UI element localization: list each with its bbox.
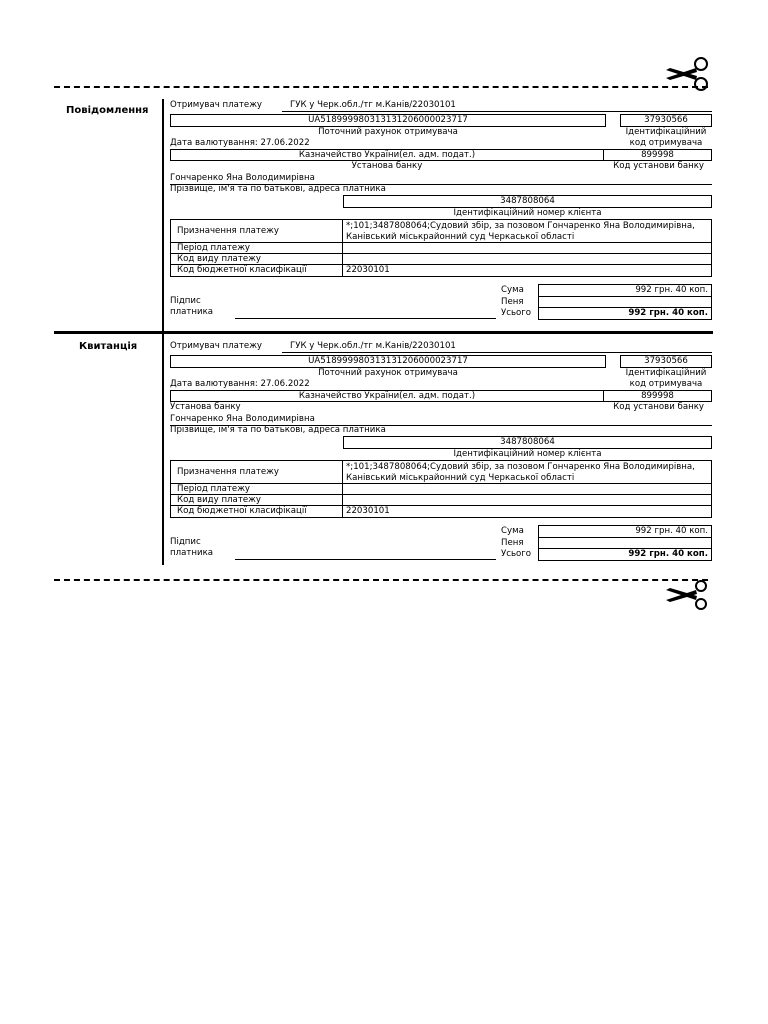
purpose-line-1: *;101;3487808064;Судовий збір, за позовом Гончаренко Яна Володимирівна, — [346, 462, 695, 472]
recipient-underline — [282, 352, 712, 353]
purpose-line-2: Канівський міськрайонний суд Черкаської області — [346, 232, 575, 242]
bank-code-box — [603, 390, 712, 402]
kind-label: Код виду платежу — [171, 254, 342, 265]
budget-label: Код бюджетної класифікації — [177, 265, 307, 275]
bank-value: Казначейство України(ел. адм. подат.) — [298, 391, 476, 401]
purpose-line-2: Канівський міськрайонний суд Черкаської області — [346, 473, 575, 483]
amount-table — [538, 284, 712, 320]
account-label: Поточний рахунок отримувача — [318, 127, 458, 137]
period-label: Період платежу — [171, 243, 342, 254]
scissors-icon — [664, 580, 712, 612]
purpose-value — [342, 461, 711, 484]
bank-code-label: Код установи банку — [613, 161, 704, 171]
client-id-value: 3487808064 — [500, 437, 555, 447]
payer-label: Прізвище, ім'я та по батькові, адреса платника — [170, 184, 386, 194]
details-table — [170, 460, 712, 518]
client-id-label: Ідентифікаційний номер клієнта — [453, 449, 602, 459]
sum-value: 992 грн. 40 коп. — [539, 285, 711, 297]
scissors-icon — [664, 56, 712, 92]
payer-name: Гончаренко Яна Володимирівна — [170, 414, 315, 424]
recipient-underline — [282, 111, 712, 112]
total-label: Усього — [501, 308, 532, 318]
period-value — [342, 243, 711, 254]
bank-code-value: 899998 — [641, 150, 674, 160]
recipient-value: ГУК у Черк.обл./тг м.Канів/22030101 — [290, 100, 456, 110]
budget-value: 22030101 — [346, 265, 390, 275]
client-id-value: 3487808064 — [500, 196, 555, 206]
total-value: 992 грн. 40 коп. — [628, 308, 708, 318]
account-label: Поточний рахунок отримувача — [318, 368, 458, 378]
recipient-code-label-1: Ідентифікаційний — [625, 127, 707, 137]
signature-label-1: Підпис — [170, 296, 201, 306]
bank-code-box — [603, 149, 712, 161]
recipient-value: ГУК у Черк.обл./тг м.Канів/22030101 — [290, 341, 456, 351]
bank-value: Казначейство України(ел. адм. подат.) — [298, 150, 476, 160]
recipient-code-box — [620, 114, 712, 127]
value-date: Дата валютування: 27.06.2022 — [170, 379, 310, 389]
bank-label: Установа банку — [351, 161, 423, 171]
bank-code-value: 899998 — [641, 391, 674, 401]
signature-label-1: Підпис — [170, 537, 201, 547]
total-label: Усього — [501, 549, 532, 559]
bottom-cut-line — [54, 579, 708, 581]
payer-label: Прізвище, ім'я та по батькові, адреса платника — [170, 425, 386, 435]
client-id-box — [343, 195, 712, 208]
recipient-code-label-1: Ідентифікаційний — [625, 368, 707, 378]
purpose-label: Призначення платежу — [171, 461, 342, 484]
value-date: Дата валютування: 27.06.2022 — [170, 138, 310, 148]
bank-code-label: Код установи банку — [613, 402, 704, 412]
budget-value: 22030101 — [346, 506, 390, 516]
recipient-label: Отримувач платежу — [170, 100, 263, 110]
penalty-label: Пеня — [501, 297, 524, 307]
top-cut-line — [54, 86, 708, 88]
sum-label: Сума — [501, 285, 524, 295]
total-value: 992 грн. 40 коп. — [628, 549, 708, 559]
details-table — [170, 219, 712, 277]
purpose-label: Призначення платежу — [171, 220, 342, 243]
signature-label-2: платника — [170, 548, 214, 558]
penalty-value — [539, 538, 711, 549]
recipient-code-value: 37930566 — [644, 115, 688, 125]
period-label: Період платежу — [171, 484, 342, 495]
signature-line — [235, 318, 496, 319]
kind-value — [342, 495, 711, 506]
section-title: Повідомлення — [66, 105, 149, 116]
section-title: Квитанція — [79, 341, 138, 352]
budget-label: Код бюджетної класифікації — [177, 506, 307, 516]
sum-value: 992 грн. 40 коп. — [539, 526, 711, 538]
bank-box — [170, 390, 604, 402]
account-box — [170, 355, 606, 368]
account-value: UA518999980313131206000023717 — [308, 115, 468, 125]
client-id-box — [343, 436, 712, 449]
client-id-label: Ідентифікаційний номер клієнта — [453, 208, 602, 218]
section-divider — [54, 331, 713, 334]
recipient-code-value: 37930566 — [644, 356, 688, 366]
account-value: UA518999980313131206000023717 — [308, 356, 468, 366]
sum-label: Сума — [501, 526, 524, 536]
amount-table — [538, 525, 712, 561]
recipient-code-label-2: код отримувача — [629, 138, 703, 148]
recipient-code-box — [620, 355, 712, 368]
penalty-value — [539, 297, 711, 308]
purpose-line-1: *;101;3487808064;Судовий збір, за позовом Гончаренко Яна Володимирівна, — [346, 221, 695, 231]
signature-line — [235, 559, 496, 560]
recipient-code-label-2: код отримувача — [629, 379, 703, 389]
period-value — [342, 484, 711, 495]
penalty-label: Пеня — [501, 538, 524, 548]
bank-label: Установа банку — [170, 402, 241, 412]
payer-name: Гончаренко Яна Володимирівна — [170, 173, 315, 183]
kind-value — [342, 254, 711, 265]
recipient-label: Отримувач платежу — [170, 341, 263, 351]
bank-box — [170, 149, 604, 161]
purpose-value — [342, 220, 711, 243]
account-box — [170, 114, 606, 127]
kind-label: Код виду платежу — [171, 495, 342, 506]
signature-label-2: платника — [170, 307, 214, 317]
